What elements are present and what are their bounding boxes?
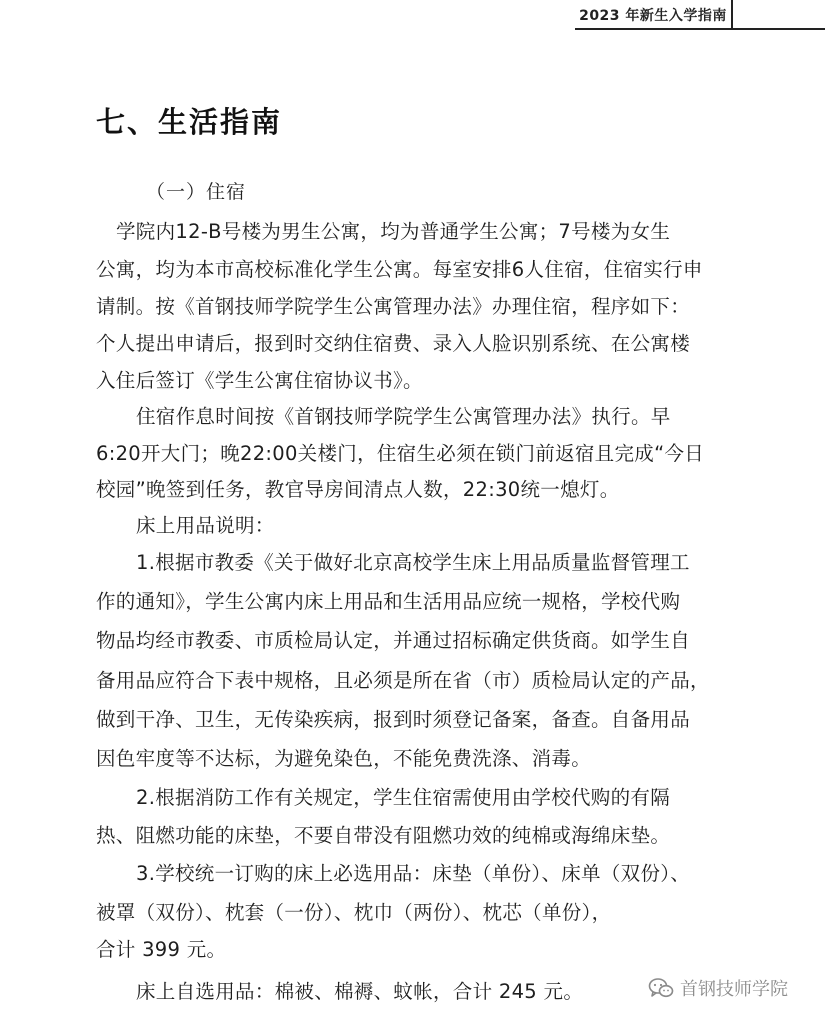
- paragraph-line: 作的通知》，学生公寓内床上用品和生活用品应统一规格，学校代购: [96, 590, 681, 613]
- watermark-label: 首钢技师学院: [680, 979, 788, 1000]
- paragraph-line: 请制。按《首钢技师学院学生公寓管理办法》办理住宿，程序如下：: [96, 295, 691, 318]
- header-divider-vertical: [731, 0, 733, 30]
- paragraph-line: 公寓，均为本市高校标准化学生公寓。每室安排6人住宿，住宿实行申: [96, 258, 703, 281]
- paragraph-line: 床上自选用品：棉被、棉褥、蚊帐，合计 245 元。: [136, 980, 584, 1003]
- paragraph-line: 2.根据消防工作有关规定，学生住宿需使用由学校代购的有隔: [136, 786, 671, 809]
- subsection-title: （一）住宿: [146, 181, 247, 203]
- watermark: [648, 975, 788, 1001]
- paragraph-line: 做到干净、卫生，无传染疾病，报到时须登记备案，备查。自备用品: [96, 708, 691, 731]
- paragraph-line: 校园”晚签到任务，教官导房间清点人数，22:30统一熄灯。: [96, 478, 620, 501]
- paragraph-line: 1.根据市教委《关于做好北京高校学生床上用品质量监督管理工: [136, 551, 690, 574]
- paragraph-line: 备用品应符合下表中规格，且必须是所在省（市）质检局认定的产品，: [96, 669, 710, 692]
- paragraph-line: 热、阻燃功能的床垫，不要自带没有阻燃功效的纯棉或海绵床垫。: [96, 824, 671, 847]
- paragraph-line: 床上用品说明：: [136, 514, 275, 537]
- wechat-icon: [648, 977, 674, 999]
- paragraph-line: 3.学校统一订购的床上必选用品：床垫（单份）、床单（双份）、: [136, 862, 691, 885]
- paragraph-line: 入住后签订《学生公寓住宿协议书》。: [96, 369, 423, 392]
- header-rule: [575, 28, 825, 30]
- paragraph-line: 被罩（双份）、枕套（一份）、枕巾（两份）、枕芯（单份），: [96, 901, 612, 924]
- section-title: 七、生活指南: [96, 105, 283, 139]
- paragraph-line: 住宿作息时间按《首钢技师学院学生公寓管理办法》执行。早: [136, 405, 671, 428]
- paragraph-line: 6:20开大门；晚22:00关楼门，住宿生必须在锁门前返宿且完成“今日: [96, 442, 705, 465]
- paragraph-line: 合计 399 元。: [96, 938, 227, 961]
- paragraph-line: 物品均经市教委、市质检局认定，并通过招标确定供货商。如学生自: [96, 629, 691, 652]
- paragraph-line: 个人提出申请后，报到时交纳住宿费、录入人脸识别系统、在公寓楼: [96, 332, 691, 355]
- paragraph-line: 学院内12-B号楼为男生公寓，均为普通学生公寓；7号楼为女生: [116, 220, 671, 243]
- paragraph-line: 因色牢度等不达标，为避免染色，不能免费洗涤、消毒。: [96, 747, 592, 770]
- header-title: 2023 年新生入学指南: [579, 8, 727, 24]
